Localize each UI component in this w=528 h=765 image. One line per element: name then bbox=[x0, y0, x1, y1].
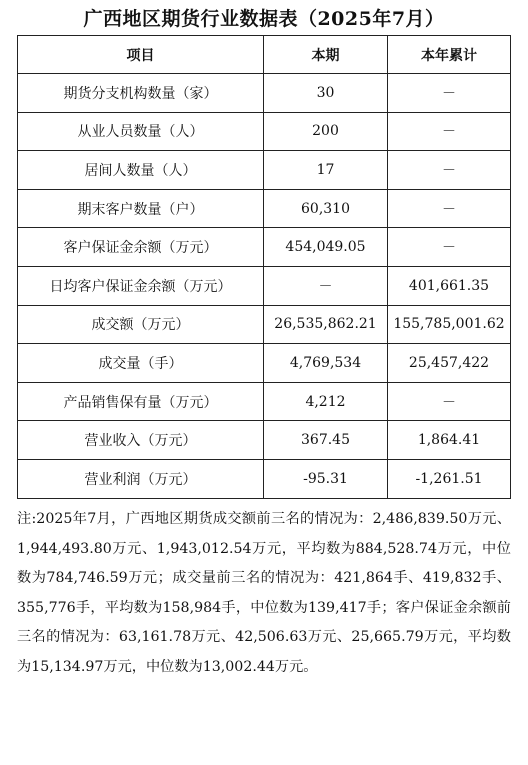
row-ytd: － bbox=[388, 74, 511, 113]
header-ytd: 本年累计 bbox=[388, 36, 511, 74]
row-ytd: 25,457,422 bbox=[388, 344, 511, 383]
row-current: 30 bbox=[264, 74, 388, 113]
row-item: 营业利润（万元） bbox=[18, 459, 264, 498]
row-current: 454,049.05 bbox=[264, 228, 388, 267]
table-row bbox=[18, 382, 511, 421]
table-row bbox=[18, 305, 511, 344]
header-item: 项目 bbox=[18, 36, 264, 74]
row-item: 成交量（手） bbox=[18, 344, 264, 383]
row-item: 期末客户数量（户） bbox=[18, 189, 264, 228]
row-ytd: － bbox=[388, 228, 511, 267]
table-row bbox=[18, 344, 511, 383]
table-row bbox=[18, 421, 511, 460]
table-row bbox=[18, 189, 511, 228]
row-current: 4,769,534 bbox=[264, 344, 388, 383]
row-ytd: － bbox=[388, 382, 511, 421]
row-current: 4,212 bbox=[264, 382, 388, 421]
table-row bbox=[18, 266, 511, 305]
row-item: 产品销售保有量（万元） bbox=[18, 382, 264, 421]
row-current: 17 bbox=[264, 151, 388, 190]
row-ytd: 155,785,001.62 bbox=[388, 305, 511, 344]
row-item: 居间人数量（人） bbox=[18, 151, 264, 190]
table-row bbox=[18, 74, 511, 113]
header-current: 本期 bbox=[264, 36, 388, 74]
table-row bbox=[18, 228, 511, 267]
row-ytd: － bbox=[388, 112, 511, 151]
row-ytd: 1,864.41 bbox=[388, 421, 511, 460]
row-current: 60,310 bbox=[264, 189, 388, 228]
table-row bbox=[18, 151, 511, 190]
row-item: 日均客户保证金余额（万元） bbox=[18, 266, 264, 305]
row-ytd: -1,261.51 bbox=[388, 459, 511, 498]
row-item: 营业收入（万元） bbox=[18, 421, 264, 460]
futures-data-table bbox=[17, 35, 511, 499]
row-current: － bbox=[264, 266, 388, 305]
table-row bbox=[18, 459, 511, 498]
row-current: 200 bbox=[264, 112, 388, 151]
row-current: 367.45 bbox=[264, 421, 388, 460]
page-title: 广西地区期货行业数据表（2025年7月） bbox=[83, 8, 445, 30]
row-item: 成交额（万元） bbox=[18, 305, 264, 344]
row-item: 客户保证金余额（万元） bbox=[18, 228, 264, 267]
row-item: 期货分支机构数量（家） bbox=[18, 74, 264, 113]
row-ytd: － bbox=[388, 151, 511, 190]
row-ytd: － bbox=[388, 189, 511, 228]
table-header-row bbox=[18, 36, 511, 74]
table-row bbox=[18, 112, 511, 151]
row-current: -95.31 bbox=[264, 459, 388, 498]
footnote: 注:2025年7月，广西地区期货成交额前三名的情况为：2,486,839.50万元、1,944,493.80万元、1,943,012.54万元，平均数为884,528.74万元，中位数为784,746.59万元；成交量前三名的情况为：421,864手、419,832手、355,776手，平均数为158,984手，中位数为139,417手；客户保证金余额前三名的情况为：63,161.78万元、42,506.63万元、25,665.79万元，平均数为15,134.97万元，中位数为13,002.44万元。 bbox=[17, 511, 511, 675]
row-ytd: 401,661.35 bbox=[388, 266, 511, 305]
row-item: 从业人员数量（人） bbox=[18, 112, 264, 151]
row-current: 26,535,862.21 bbox=[264, 305, 388, 344]
